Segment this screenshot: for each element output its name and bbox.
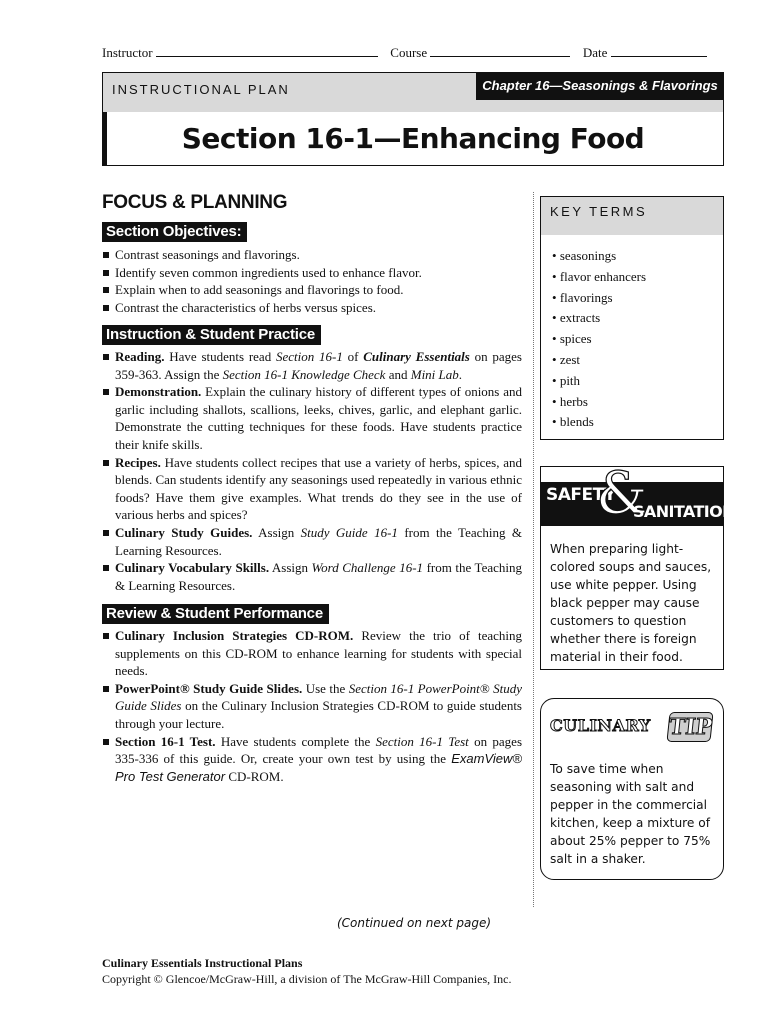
- instruction-heading: Instruction & Student Practice: [102, 325, 321, 345]
- safety-text: When preparing light-colored soups and sauces, use white pepper. Using black pepper may cause customers to question whether there is foreign material in their food.: [550, 542, 712, 664]
- header-fields: [102, 44, 726, 64]
- column-divider: [533, 192, 534, 907]
- list-item: Contrast seasonings and flavorings.: [102, 246, 522, 264]
- key-term: • flavorings: [552, 288, 646, 309]
- key-term: • flavor enhancers: [552, 267, 646, 288]
- list-item: Demonstration. Explain the culinary history of different types of onions and garlic including shallots, scallions, leeks, chives, garlic, and elephant garlic. Demonstrate the cutting techniques for these foods. Have students practice their knife skills.: [102, 383, 522, 453]
- safety-word: SAFETY: [546, 485, 616, 505]
- key-term: • spices: [552, 329, 646, 350]
- plan-label: INSTRUCTIONAL PLAN: [112, 82, 290, 97]
- chapter-tab: Chapter 16—Seasonings & Flavorings: [476, 72, 724, 100]
- date-field[interactable]: [611, 44, 707, 57]
- key-term: • seasonings: [552, 246, 646, 267]
- instructor-field[interactable]: [156, 44, 378, 57]
- list-item: Recipes. Have students collect recipes that use a variety of herbs, spices, and blends. Can students identify any seasonings used repeatedly in various ethnic foods? Have them give examples. What trends do they see in the use of various herbs and spices?: [102, 454, 522, 524]
- list-item: Culinary Study Guides. Assign Study Guide 16-1 from the Teaching & Learning Resources.: [102, 524, 522, 559]
- list-item: Reading. Have students read Section 16-1 of Culinary Essentials on pages 359-363. Assign the Section 16-1 Knowledge Check and Mini Lab.: [102, 348, 522, 383]
- review-list: [102, 627, 522, 785]
- course-label: Course: [390, 45, 428, 60]
- list-item: Culinary Vocabulary Skills. Assign Word Challenge 16-1 from the Teaching & Learning Resources.: [102, 559, 522, 594]
- tip-word: CULINARY: [550, 716, 651, 735]
- focus-heading: FOCUS & PLANNING: [102, 192, 288, 213]
- tip-text: To save time when seasoning with salt and pepper in the commercial kitchen, keep a mixture of about 25% pepper to 75% salt in a shaker.: [550, 762, 711, 866]
- instructor-label: Instructor: [102, 45, 153, 60]
- continued-note: (Continued on next page): [336, 916, 492, 930]
- key-term: • zest: [552, 350, 646, 371]
- list-item: Section 16-1 Test. Have students complete the Section 16-1 Test on pages 335-336 of this guide. Or, create your own test by using the ExamView® Pro Test Generator CD-ROM.: [102, 733, 522, 786]
- list-item: Explain when to add seasonings and flavorings to food.: [102, 281, 522, 299]
- list-item: Identify seven common ingredients used to enhance flavor.: [102, 264, 522, 282]
- key-term: • blends: [552, 412, 646, 433]
- objectives-list: [102, 246, 522, 316]
- key-term: • herbs: [552, 392, 646, 413]
- footer-title: Culinary Essentials Instructional Plans: [102, 956, 303, 970]
- ampersand-glyph: &: [596, 459, 648, 527]
- list-item: Contrast the characteristics of herbs versus spices.: [102, 299, 522, 317]
- key-terms-list: [552, 246, 646, 433]
- review-heading: Review & Student Performance: [102, 604, 329, 624]
- key-term: • extracts: [552, 308, 646, 329]
- date-label: Date: [582, 45, 608, 60]
- key-term: • pith: [552, 371, 646, 392]
- sanitation-word: SANITATION: [633, 502, 735, 521]
- key-terms-title: KEY TERMS: [550, 204, 648, 219]
- page-title: Section 16-1—Enhancing Food: [181, 122, 645, 155]
- footer-copyright: Copyright © Glencoe/McGraw-Hill, a division of The McGraw-Hill Companies, Inc.: [102, 972, 512, 986]
- course-field[interactable]: [430, 44, 570, 57]
- objectives-heading: Section Objectives:: [102, 222, 247, 242]
- tip-badge: TIP: [667, 714, 714, 740]
- instruction-list: [102, 348, 522, 594]
- list-item: PowerPoint® Study Guide Slides. Use the Section 16-1 PowerPoint® Study Guide Slides on the Culinary Inclusion Strategies CD-ROM to guide students through your lecture.: [102, 680, 522, 733]
- list-item: Culinary Inclusion Strategies CD-ROM. Review the trio of teaching supplements on this CD-ROM to enhance learning for students with special needs.: [102, 627, 522, 680]
